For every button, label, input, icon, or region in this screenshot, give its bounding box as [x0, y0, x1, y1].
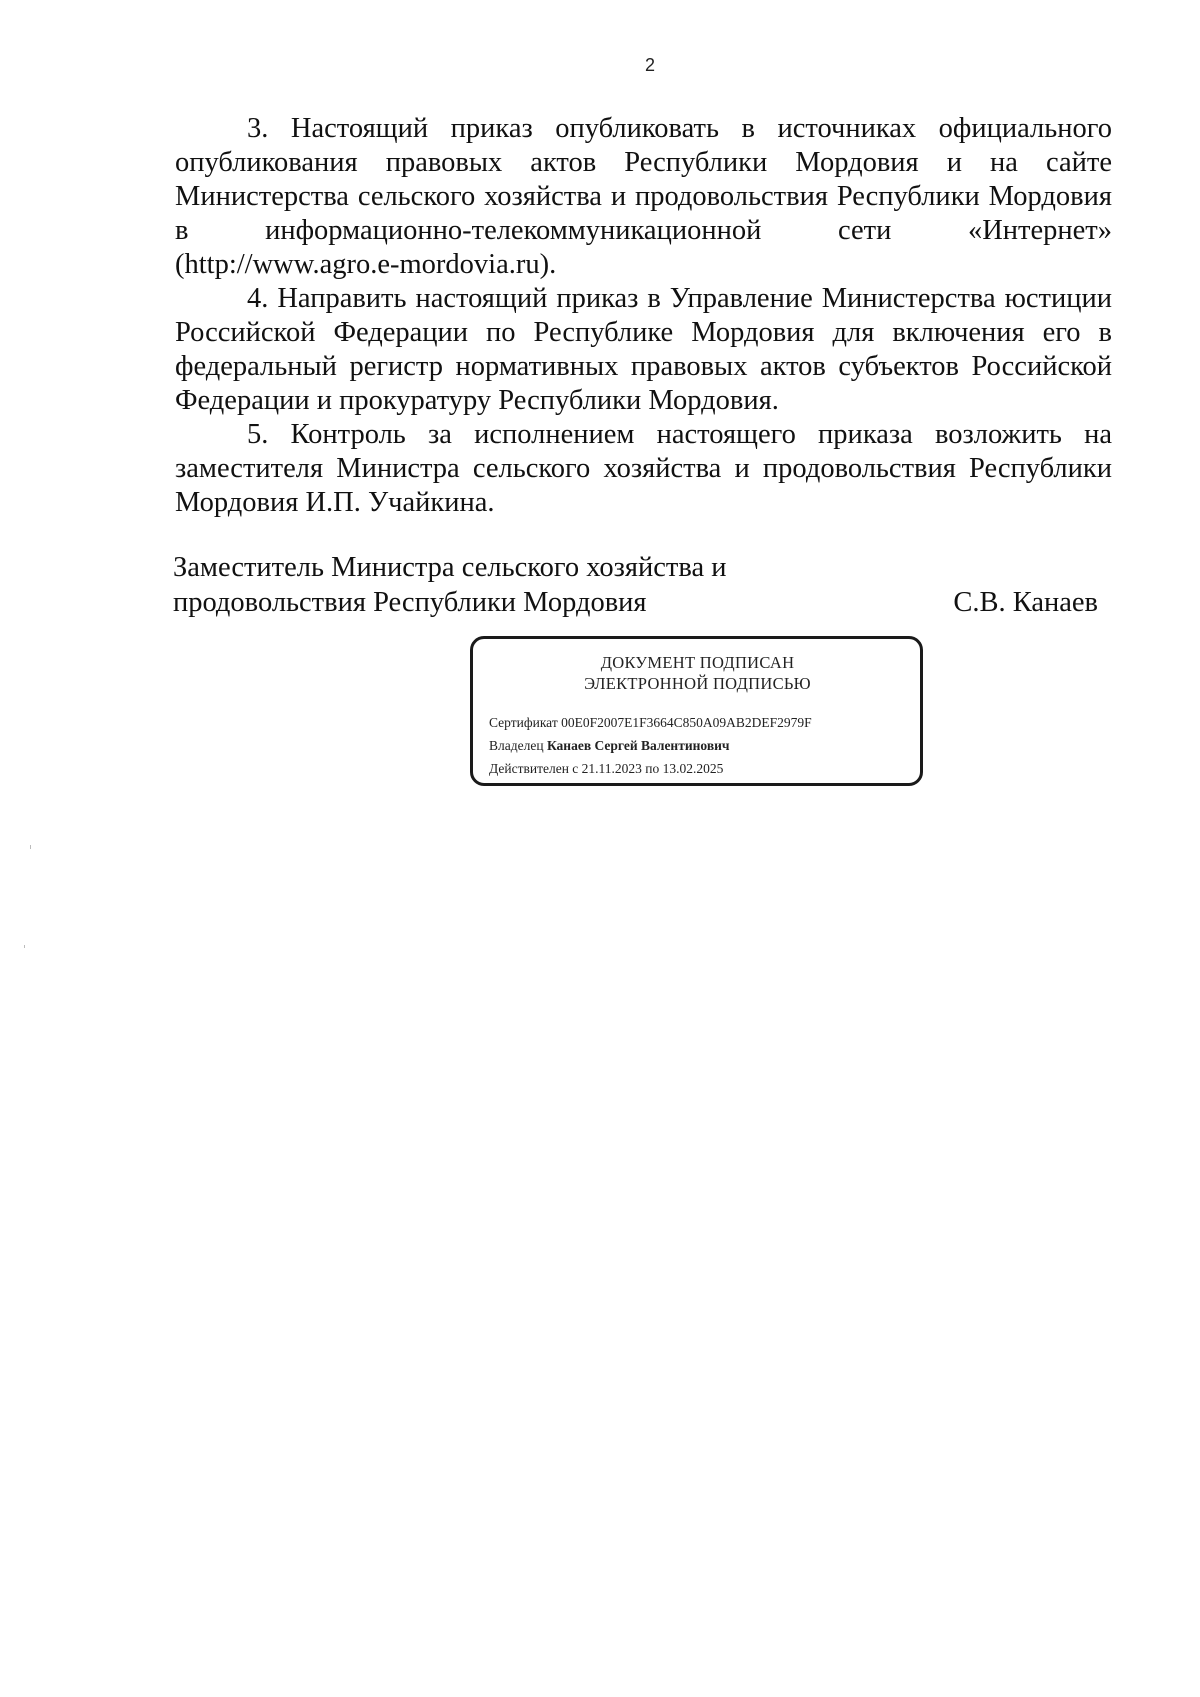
signer-row — [173, 585, 1113, 620]
stamp-validity — [489, 757, 906, 780]
electronic-signature-stamp — [470, 636, 923, 786]
stamp-owner-label: Владелец — [489, 738, 544, 753]
signer-title-line-1: Заместитель Министра сельского хозяйства и — [173, 552, 727, 583]
stamp-valid-to: 13.02.2025 — [662, 761, 724, 776]
stamp-heading — [489, 652, 906, 694]
stamp-heading-line-2: ЭЛЕКТРОННОЙ ПОДПИСЬЮ — [584, 674, 811, 693]
stamp-owner-value: Канаев Сергей Валентинович — [546, 738, 730, 753]
paragraph-5-control: 5. Контроль за исполнением настоящего приказа возложить на заместителя Министра сельского хозяйства и продовольствия Республики Мордовия И.П. Учайкина. — [175, 419, 1112, 518]
stamp-valid-label: Действителен с — [489, 761, 579, 776]
paragraph-4-registration: 4. Направить настоящий приказ в Управление Министерства юстиции Российской Федерации по Республике Мордовия для включения его в федеральный регистр нормативных правовых актов субъектов Российской Федерации и прокуратуру Республики Мордовия. — [175, 283, 1112, 416]
stamp-certificate-label: Сертификат — [489, 715, 558, 730]
stamp-details — [489, 711, 906, 780]
stamp-heading-line-1: ДОКУМЕНТ ПОДПИСАН — [600, 653, 795, 672]
document-body — [175, 112, 1112, 520]
scan-artifact-mark — [30, 845, 31, 849]
paragraph-3-publication: 3. Настоящий приказ опубликовать в источниках официального опубликования правовых актов Республики Мордовия и на сайте Министерства сельского хозяйства и продовольствия Республики Мордовия в информационно-телекоммуникационной сети «Интернет» (http://www.agro.e-mordovia.ru). — [175, 113, 1112, 280]
stamp-valid-to-label: по — [645, 761, 660, 776]
scan-artifact-mark — [24, 945, 25, 948]
stamp-certificate — [489, 711, 906, 734]
signature-block — [173, 550, 1113, 620]
signer-title-line-2: продовольствия Республики Мордовия — [173, 587, 647, 618]
stamp-valid-from: 21.11.2023 — [581, 761, 642, 776]
signer-name: С.В. Канаев — [953, 587, 1098, 618]
stamp-owner — [489, 734, 906, 757]
page-number: 2 — [644, 55, 655, 75]
stamp-certificate-value: 00E0F2007E1F3664C850A09AB2DEF2979F — [561, 715, 812, 730]
